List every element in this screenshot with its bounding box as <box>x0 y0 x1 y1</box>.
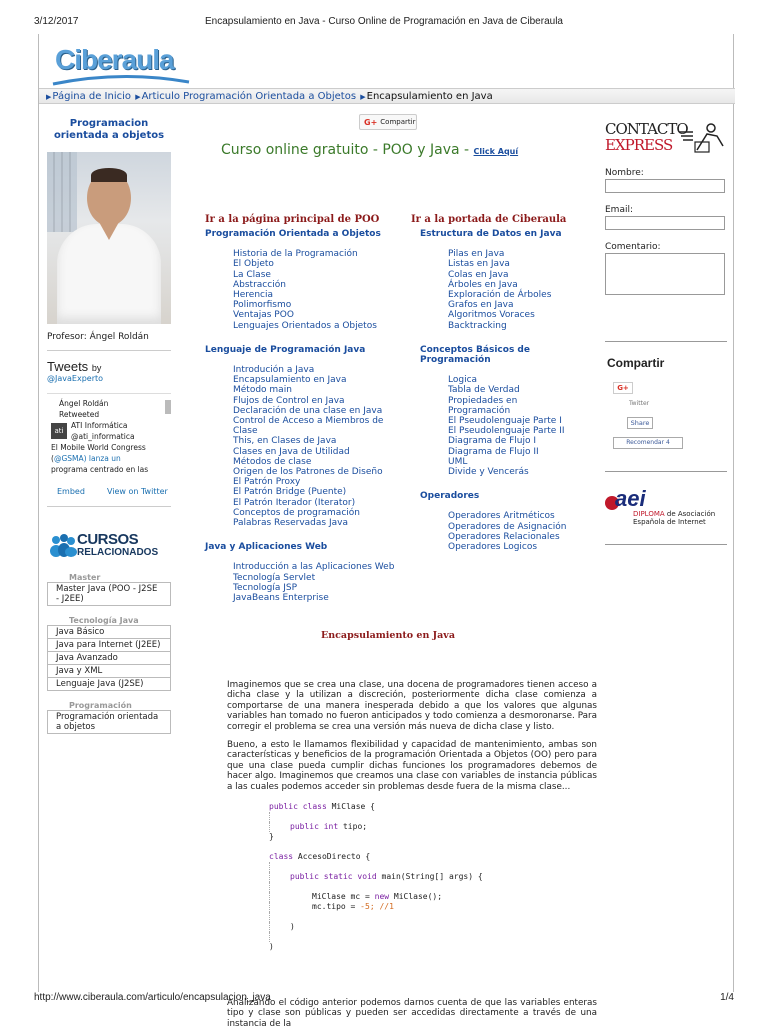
nav-link[interactable]: Abstracción <box>233 279 286 290</box>
gplus-button[interactable]: G+ <box>613 382 633 394</box>
cursos-relacionados-banner <box>47 529 171 563</box>
facebook-share-button[interactable]: Share <box>627 417 653 429</box>
print-header <box>34 16 734 30</box>
tweet-account-name: ATI Informática <box>71 421 128 430</box>
print-page-number: 1/4 <box>720 992 734 1003</box>
code-token: MiClase { <box>326 802 375 811</box>
category-programacion-list <box>47 710 171 734</box>
retweet-name: Ángel Roldán <box>59 399 109 408</box>
nav-link[interactable]: Clases en Java de Utilidad <box>233 446 350 457</box>
aei-text: aei <box>615 486 646 511</box>
nav-column-1 <box>205 229 405 603</box>
tweet-text-1: El Mobile World Congress <box>51 443 146 452</box>
course-link[interactable]: Java Avanzado <box>48 652 170 665</box>
nav-link[interactable]: Introdución a Java <box>233 365 315 376</box>
breadcrumb-article[interactable]: Articulo Programación Orientada a Objetos <box>141 91 357 102</box>
profesor-label: Profesor: Ángel Roldán <box>47 332 149 342</box>
nav-link[interactable]: Divide y Vencerás <box>448 467 529 478</box>
gplus-share-button[interactable] <box>359 114 417 130</box>
curso-text: Curso online gratuito - POO y Java - <box>221 142 470 158</box>
code-token: MiClase mc = <box>312 892 375 901</box>
poo-home-link[interactable]: Ir a la página principal de POO <box>205 214 380 225</box>
nav-link[interactable]: Backtracking <box>448 320 507 331</box>
article-paragraph-3: Analizando el código anterior podemos darnos cuenta de que las variables enteras tipo y clase son públicas y pueden ser accedidas directamente a través de una instancia de la <box>227 998 597 1029</box>
breadcrumb-home[interactable]: Página de Inicio <box>52 91 132 102</box>
code-token: mc.tipo = <box>312 902 361 911</box>
nav-link[interactable]: UML <box>448 456 468 467</box>
nav-link[interactable]: Ventajas POO <box>233 310 294 321</box>
code-sample <box>269 802 589 952</box>
tweet-text-2: @GSMA) lanza un <box>53 454 121 463</box>
divider <box>605 544 727 545</box>
breadcrumb-current: Encapsulamiento en Java <box>366 91 493 102</box>
article-title: Encapsulamiento en Java <box>321 630 455 641</box>
email-field[interactable] <box>605 216 725 230</box>
tweets-title: Tweets <box>47 359 89 374</box>
tweet-text-prefix: ( <box>51 454 54 463</box>
nombre-field[interactable] <box>605 179 725 193</box>
category-tecnologia-list <box>47 625 171 691</box>
view-on-twitter-link[interactable]: View on Twitter <box>106 487 168 496</box>
nav-link[interactable]: Operadores Relacionales <box>448 531 560 542</box>
ciberaula-home-link[interactable]: Ir a la portada de Ciberaula <box>411 214 567 225</box>
nav-link[interactable]: This, en Clases de Java <box>233 436 337 447</box>
category-programacion-head: Programación <box>69 701 132 710</box>
tweet-author[interactable] <box>51 420 171 442</box>
nav-link[interactable]: Lenguajes Orientados a Objetos <box>233 320 377 331</box>
people-icon <box>49 533 77 557</box>
code-token: ) <box>269 942 274 951</box>
nav-link[interactable]: Historia de la Programación <box>233 249 358 260</box>
nav-link[interactable]: El Patrón Proxy <box>233 477 301 488</box>
diploma-rest: de Asociación Española de Internet <box>633 510 716 526</box>
code-token: class <box>269 852 294 861</box>
code-token: } <box>269 832 274 841</box>
nav-link[interactable]: Flujos de Control en Java <box>233 395 345 406</box>
course-link[interactable]: Programación orientada a objetos <box>56 712 159 732</box>
code-token: AccesoDirecto { <box>293 852 371 861</box>
course-link[interactable]: Master Java (POO - J2SE - J2EE) <box>56 584 158 604</box>
category-master-head: Master <box>69 573 101 582</box>
nav-link[interactable]: Origen de los Patrones de Diseño <box>233 467 383 478</box>
course-link[interactable]: Java Básico <box>48 626 170 639</box>
tweets-handle[interactable]: @JavaExperto <box>47 374 104 383</box>
course-link[interactable]: Java y XML <box>48 665 170 678</box>
click-aqui-link[interactable]: Click Aquí <box>473 147 519 156</box>
code-token: main(String[] args) { <box>376 872 483 881</box>
nav-link[interactable]: El Pseudolenguaje Parte I <box>448 416 562 427</box>
code-token: ; //1 <box>369 902 394 911</box>
twitter-widget <box>47 350 171 507</box>
nav-column-2 <box>420 229 590 552</box>
cursos-line2: RELACIONADOS <box>77 547 159 558</box>
article-paragraph-2: Bueno, a esto le llamamos flexibilidad y capacidad de mantenimiento, ambas son características y beneficios de la programación Orientada a Objetos (OO) pero para que una clase pueda cumplir dichas funciones los programadores debemos de hacer algo. Imaginemos que creamos una clase con variables de instancia públicas a las cuales podemos acceder sin problemas desde fuera de la misma clase... <box>227 740 597 792</box>
print-title: Encapsulamiento en Java - Curso Online de Programación en Java de Ciberaula <box>205 16 563 27</box>
nav-link[interactable]: Método main <box>233 385 292 396</box>
nav-link[interactable]: Operadores Aritméticos <box>448 511 555 522</box>
section-heading[interactable]: Conceptos Básicos de Programación <box>420 344 530 366</box>
nav-link[interactable]: Polimorfismo <box>233 300 292 311</box>
code-token: MiClase(); <box>389 892 443 901</box>
tweet-text-3: programa centrado en las <box>51 465 149 474</box>
tweet-account-handle: @ati_informatica <box>71 432 135 441</box>
sidebar-title: Programacion orientada a objetos <box>53 118 165 141</box>
diploma-red: DIPLOMA <box>633 510 665 518</box>
nav-link[interactable]: El Pseudolenguaje Parte II <box>448 426 565 437</box>
nav-link[interactable]: Exploración de Árboles <box>448 290 552 301</box>
aei-diploma-text <box>633 510 729 526</box>
nav-link[interactable]: Declaración de una clase en Java <box>233 405 383 416</box>
contact-title-2: EXPRESS <box>605 136 673 154</box>
nav-link[interactable]: Encapsulamiento en Java <box>233 375 347 386</box>
breadcrumb-arrow-icon: ▶ <box>46 93 52 101</box>
cursos-line1: CURSOS <box>77 531 139 548</box>
nav-link[interactable]: Propiedades en Programación <box>448 395 518 416</box>
nav-link[interactable]: Control de Acceso a Miembros de Clase <box>233 416 384 437</box>
retweet-label: Retweeted <box>59 410 100 419</box>
nav-link[interactable]: Operadores Logicos <box>448 542 538 553</box>
nav-link[interactable]: Listas en Java <box>448 259 510 270</box>
logo-text: Ciberaula <box>55 44 174 75</box>
nav-link[interactable]: Algoritmos Voraces <box>448 310 535 321</box>
code-token: ) <box>269 922 589 932</box>
divider <box>605 341 727 342</box>
article-paragraph-1: Imaginemos que se crea una clase, una docena de programadores tienen acceso a dicha clase y la utilizan a discreción, posteriormente dicha clase comienza a comportarse de una manera inesperada debido a que los valores que algunas variables han tomado no fueron anticipados y todo comienza a desmoronarse. Para corregir el problema se crea una versión más nueva de dicha clase y listo. <box>227 680 597 732</box>
code-token: public int <box>290 822 339 831</box>
print-date: 3/12/2017 <box>34 16 79 27</box>
code-token: public static void <box>290 872 377 881</box>
nav-link[interactable]: Logica <box>448 375 478 386</box>
nav-link[interactable]: Herencia <box>233 290 274 301</box>
twitter-links <box>47 487 171 507</box>
left-sidebar <box>47 118 171 734</box>
nav-link[interactable]: La Clase <box>233 269 271 280</box>
nombre-label: Nombre: <box>605 168 644 178</box>
embed-link[interactable]: Embed <box>57 487 85 496</box>
nav-link[interactable]: Conceptos de programación <box>233 507 360 518</box>
nav-link[interactable]: Métodos de clase <box>233 456 312 467</box>
category-tecnologia-head: Tecnología Java <box>69 616 139 625</box>
category-master-list <box>47 582 171 606</box>
section-heading[interactable]: Lenguaje de Programación Java <box>205 344 366 355</box>
nav-link[interactable]: El Objeto <box>233 259 274 270</box>
nav-link[interactable]: Pilas en Java <box>448 249 505 260</box>
profesor-photo <box>47 152 171 324</box>
timeline-scrollbar[interactable] <box>165 400 171 414</box>
section-heading[interactable]: Estructura de Datos en Java <box>420 229 562 239</box>
section-heading[interactable]: Operadores <box>420 491 480 502</box>
ciberaula-logo[interactable] <box>51 44 191 88</box>
tweet-timeline[interactable] <box>47 393 171 485</box>
code-token: new <box>374 892 390 901</box>
right-sidebar <box>605 114 727 545</box>
contacto-express-logo <box>605 120 727 160</box>
tweets-by: by <box>91 363 102 373</box>
nav-link[interactable]: Introducción a las Aplicaciones Web <box>233 562 395 573</box>
curso-online-banner <box>221 142 518 158</box>
gplus-icon: G+ <box>364 117 378 127</box>
share-label: Compartir <box>380 118 416 126</box>
email-label: Email: <box>605 205 634 215</box>
contact-person-icon <box>679 122 725 154</box>
nav-link[interactable]: Operadores de Asignación <box>448 521 567 532</box>
course-link[interactable]: Java para Internet (J2EE) <box>48 639 170 652</box>
course-link[interactable]: Lenguaje Java (J2SE) <box>56 679 144 689</box>
section-heading[interactable]: Programación Orientada a Objetos <box>205 229 381 239</box>
breadcrumb-arrow-icon: ▶ <box>360 93 366 101</box>
divider <box>605 471 727 472</box>
twitter-button[interactable]: Twitter <box>629 400 650 407</box>
comentario-field[interactable] <box>605 253 725 295</box>
nav-link[interactable]: Tecnología Servlet <box>233 572 316 583</box>
nav-link[interactable]: El Patrón Iterador (Iterator) <box>233 497 356 508</box>
comentario-label: Comentario: <box>605 242 661 252</box>
nav-link[interactable]: Palabras Reservadas Java <box>233 518 348 529</box>
compartir-heading: Compartir <box>607 356 665 370</box>
nav-link[interactable]: Diagrama de Flujo II <box>448 446 539 457</box>
recomendar-button[interactable]: Recomendar 4 <box>613 437 683 449</box>
nav-link[interactable]: Grafos en Java <box>448 300 514 311</box>
code-token: public class <box>269 802 327 811</box>
breadcrumb-arrow-icon: ▶ <box>135 93 141 101</box>
print-url: http://www.ciberaula.com/articulo/encapsulacion_java <box>34 992 271 1003</box>
logo-swoosh-icon <box>51 74 191 88</box>
section-heading[interactable]: Java y Aplicaciones Web <box>205 542 328 553</box>
breadcrumb <box>39 88 735 104</box>
nav-link[interactable]: Tabla de Verdad <box>448 385 520 396</box>
nav-link[interactable]: El Patrón Bridge (Puente) <box>233 487 347 498</box>
nav-link[interactable]: Diagrama de Flujo I <box>448 436 537 447</box>
avatar: ati <box>51 423 67 439</box>
nav-link[interactable]: JavaBeans Enterprise <box>233 593 329 604</box>
aei-logo[interactable] <box>605 486 727 530</box>
tweets-heading <box>47 359 171 374</box>
nav-link[interactable]: Tecnología JSP <box>233 582 298 593</box>
contact-title-1: CONTACTO <box>605 120 688 138</box>
site-header <box>39 34 735 86</box>
code-token: tipo; <box>338 822 368 831</box>
code-token: -5 <box>360 902 370 911</box>
nav-link[interactable]: Colas en Java <box>448 269 509 280</box>
nav-link[interactable]: Árboles en Java <box>448 279 518 290</box>
